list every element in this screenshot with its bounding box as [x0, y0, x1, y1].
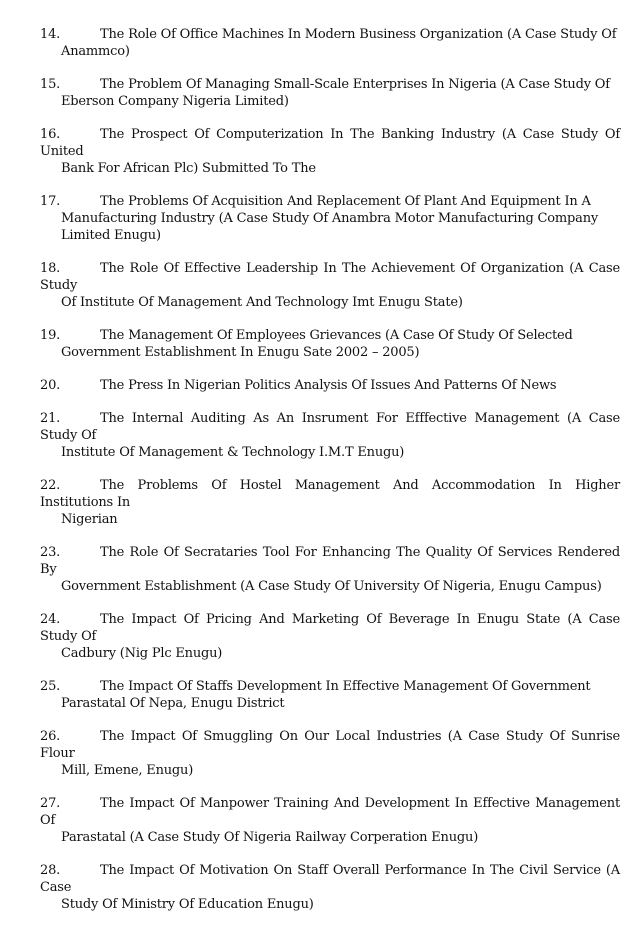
item-number: 26.	[40, 729, 61, 744]
list-item	[40, 611, 620, 662]
list-item	[40, 795, 620, 846]
item-title-line: The Prospect Of Computerization In The Banking Industry (A Case Study Of United	[40, 127, 620, 159]
item-title-line: The Impact Of Manpower Training And Development In Effective Management Of	[40, 796, 620, 828]
list-item	[40, 544, 620, 595]
item-title-line: The Role Of Secrataries Tool For Enhancing The Quality Of Services Rendered By	[40, 545, 620, 577]
item-title-continuation: Cadbury (Nig Plc Enugu)	[61, 646, 223, 661]
item-number: 14.	[40, 27, 61, 42]
item-title-continuation: Study Of Ministry Of Education Enugu)	[61, 897, 314, 912]
item-title-continuation: Limited Enugu)	[61, 228, 161, 243]
list-item	[40, 327, 620, 361]
item-title-continuation: Government Establishment (A Case Study Of University Of Nigeria, Enugu Campus)	[61, 579, 602, 594]
list-item	[40, 728, 620, 779]
list-item	[40, 410, 620, 461]
list-item	[40, 477, 620, 528]
item-number: 21.	[40, 411, 61, 426]
item-title-continuation: Nigerian	[61, 512, 118, 527]
item-title-line: The Impact Of Smuggling On Our Local Industries (A Case Study Of Sunrise Flour	[40, 729, 620, 761]
item-title-continuation: Of Institute Of Management And Technology Imt Enugu State)	[61, 295, 463, 310]
item-title-line: The Role Of Office Machines In Modern Business Organization (A Case Study Of	[100, 27, 617, 42]
item-title-line: The Impact Of Pricing And Marketing Of Beverage In Enugu State (A Case Study Of	[40, 612, 620, 644]
item-title-line: The Role Of Effective Leadership In The Achievement Of Organization (A Case Study	[40, 261, 620, 293]
list-item	[40, 76, 620, 110]
item-title-continuation: Eberson Company Nigeria Limited)	[61, 94, 289, 109]
item-title-line: The Management Of Employees Grievances (A Case Of Study Of Selected	[100, 328, 573, 343]
item-title-line: The Press In Nigerian Politics Analysis Of Issues And Patterns Of News	[100, 378, 557, 393]
item-number: 28.	[40, 863, 61, 878]
item-number: 22.	[40, 478, 61, 493]
item-title-continuation: Parastatal Of Nepa, Enugu District	[61, 696, 285, 711]
list-item	[40, 377, 620, 394]
item-title-continuation: Mill, Emene, Enugu)	[61, 763, 194, 778]
item-number: 25.	[40, 679, 61, 694]
item-number: 18.	[40, 261, 61, 276]
item-title-line: The Problem Of Managing Small-Scale Enterprises In Nigeria (A Case Study Of	[100, 77, 610, 92]
list-item	[40, 126, 620, 177]
list-item	[40, 678, 620, 712]
item-title-line: The Problems Of Acquisition And Replacement Of Plant And Equipment In A	[100, 194, 591, 209]
item-title-continuation: Government Establishment In Enugu Sate 2002 – 2005)	[61, 345, 420, 360]
item-number: 16.	[40, 127, 61, 142]
list-item	[40, 26, 620, 60]
project-topic-list	[40, 26, 620, 929]
item-title-line: The Internal Auditing As An Insrument For Efffective Management (A Case Study Of	[40, 411, 620, 443]
item-number: 20.	[40, 378, 61, 393]
item-title-continuation: Manufacturing Industry (A Case Study Of Anambra Motor Manufacturing Company	[61, 211, 599, 226]
item-number: 24.	[40, 612, 61, 627]
item-title-line: The Problems Of Hostel Management And Accommodation In Higher Institutions In	[40, 478, 620, 510]
item-title-continuation: Bank For African Plc) Submitted To The	[61, 161, 316, 176]
item-title-continuation: Anammco)	[61, 44, 130, 59]
item-number: 17.	[40, 194, 61, 209]
item-title-line: The Impact Of Motivation On Staff Overall Performance In The Civil Service (A Case	[40, 863, 620, 895]
item-number: 27.	[40, 796, 61, 811]
item-title-line: The Impact Of Staffs Development In Effective Management Of Government	[100, 679, 591, 694]
item-title-continuation: Parastatal (A Case Study Of Nigeria Railway Corperation Enugu)	[61, 830, 479, 845]
item-number: 15.	[40, 77, 61, 92]
item-title-continuation: Institute Of Management & Technology I.M.T Enugu)	[61, 445, 405, 460]
list-item	[40, 260, 620, 311]
item-number: 19.	[40, 328, 61, 343]
list-item	[40, 862, 620, 913]
item-number: 23.	[40, 545, 61, 560]
list-item	[40, 193, 620, 244]
